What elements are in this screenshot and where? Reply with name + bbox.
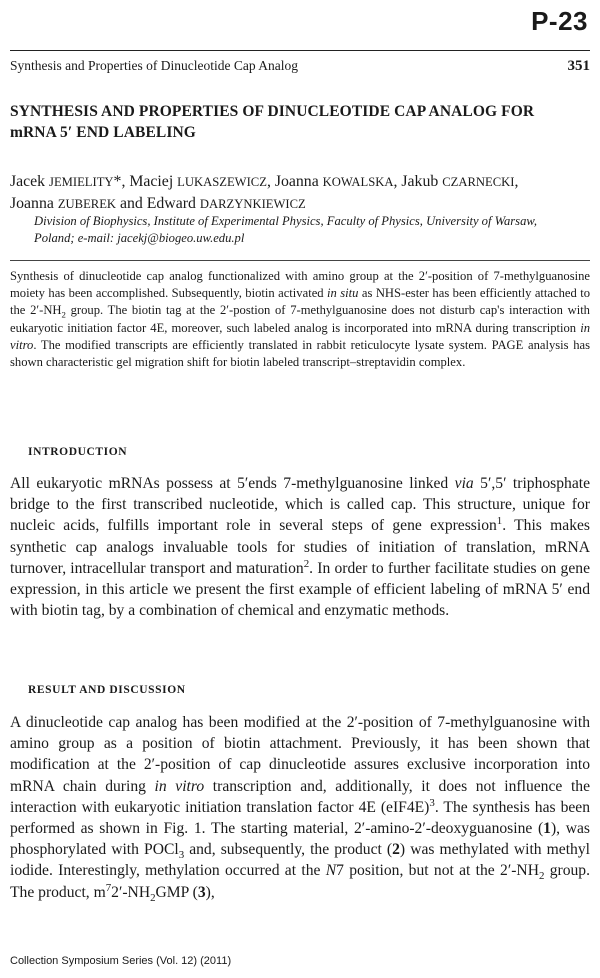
author-last-name: JEMIELITY — [49, 175, 114, 189]
page-code: P-23 — [531, 6, 588, 36]
title-line-2: mRNA 5′ END LABELING — [10, 124, 196, 141]
compound-number: 1 — [543, 820, 551, 838]
running-head — [10, 50, 590, 75]
author-last-name: DARZYNKIEWICZ — [199, 197, 306, 211]
author-last-name: LUKASZEWICZ — [177, 175, 267, 189]
running-head-title: Synthesis and Properties of Dinucleotide Cap Analog — [10, 58, 298, 73]
body-text: 7 position, but not at the 2′-NH — [336, 862, 539, 880]
superscript: 7 — [105, 881, 112, 894]
subscript: 3 — [178, 849, 185, 862]
author-list — [10, 171, 590, 215]
reference-mark: 1 — [496, 515, 503, 528]
subscript: 2 — [61, 309, 66, 320]
author-separator: , — [514, 173, 519, 190]
subscript: 2 — [538, 870, 545, 883]
paper-title — [10, 101, 590, 143]
body-text: . The synthesis has been performed as shown in Fig. 1. The starting material, 2′-amino-2′-deoxyguanosine ( — [10, 798, 591, 838]
body-text: 5′,5′ triphosphate bridge to the first transcribed nucleotide, which is called cap. This structure, unique for nucleic acids, fulfills important role in several steps of gene expression — [10, 475, 591, 535]
introduction-paragraph — [10, 473, 590, 621]
section-heading-introduction: INTRODUCTION — [28, 446, 128, 458]
body-text: ) was methylated with methyl iodide. Interestingly, methylation occurred at the — [10, 841, 590, 880]
reference-mark: 2 — [303, 557, 310, 570]
compound-number: 2 — [392, 841, 400, 859]
affiliation — [34, 213, 590, 247]
body-italic: via — [454, 475, 474, 492]
affiliation-line-2: Poland; e-mail: jacekj@biogeo.uw.edu.pl — [34, 231, 245, 245]
reference-mark: 3 — [429, 796, 435, 809]
author-last-name: CZARNECKI — [442, 175, 515, 189]
body-text: transcription and, additionally, it does not influence the interaction with eukaryotic initiation translation factor 4E (eIF4E) — [10, 777, 590, 816]
body-text: 2′-NH — [111, 883, 151, 901]
abstract-italic: in situ — [327, 286, 359, 301]
abstract-divider — [10, 260, 590, 261]
body-italic: N — [325, 862, 337, 880]
compound-number: 3 — [197, 883, 206, 901]
author-first-name: , Maciej — [121, 173, 178, 190]
body-text: All eukaryotic mRNAs possess at 5′ends 7-methylguanosine linked — [10, 475, 455, 492]
author-last-name: ZUBEREK — [57, 197, 117, 211]
abstract-text: group. The biotin tag at the 2′-postion of 7-methylguanosine does not disturb cap's interaction with eukaryotic initiation factor 4E, moreover, such labeled analog is incorporated into mRNA during transcription — [10, 303, 590, 335]
body-text: and, subsequently, the product ( — [184, 841, 393, 859]
body-text: A dinucleotide cap analog has been modified at the 2′-position of 7-methylguanosine with amino group as a position of biotin attachment. Previously, it has been shown that modification at the 2′-position of cap dinucleotide assures exclusive incorporation into mRNA chain during — [10, 714, 590, 795]
abstract-text: as NHS-ester has been efficiently attached to the 2′-NH — [10, 286, 591, 318]
page-number: 351 — [567, 58, 590, 74]
author-first-name: Jacek — [10, 173, 50, 190]
footer: Collection Symposium Series (Vol. 12) (2011) — [10, 955, 232, 967]
abstract — [10, 268, 590, 371]
title-line-1: SYNTHESIS AND PROPERTIES OF DINUCLEOTIDE CAP ANALOG FOR — [10, 103, 535, 120]
author-first-name: , Joanna — [266, 173, 323, 190]
body-text: . This makes synthetic cap analogs invaluable tools for studies of initiation of translation, mRNA turnover, intracellular transport and maturation — [10, 517, 590, 577]
affiliation-line-1: Division of Biophysics, Institute of Experimental Physics, Faculty of Physics, University of Warsaw, — [34, 214, 537, 228]
abstract-italic: in vitro — [10, 320, 590, 352]
body-italic: in vitro — [154, 777, 205, 795]
subscript: 2 — [150, 891, 156, 904]
body-text: group. The product, m — [10, 862, 590, 901]
result-paragraph — [10, 712, 590, 903]
body-text: ), — [205, 883, 215, 901]
body-text: GMP ( — [155, 883, 198, 901]
author-first-name: Joanna — [10, 195, 58, 212]
corresponding-mark: * — [113, 173, 122, 190]
abstract-text: Synthesis of dinucleotide cap analog functionalized with amino group at the 2′-position of 7-methylguanosine moiety has been accomplished. Subsequently, biotin activated — [10, 269, 590, 301]
body-text: ), was phosphorylated with POCl — [10, 820, 590, 859]
author-first-name: and Edward — [116, 195, 200, 212]
abstract-text: . The modified transcripts are efficiently translated in rabbit reticulocyte lysate system. PAGE analysis has shown characteristic gel migration shift for biotin labeled transcript–streptavidin complex. — [10, 337, 590, 370]
body-text: . In order to further facilitate studies on gene expression, in this article we present the first example of efficient labeling of mRNA 5′ end with biotin tag, by a combination of chemical and enzymatic methods. — [10, 559, 590, 620]
author-last-name: KOWALSKA — [322, 175, 394, 189]
author-first-name: , Jakub — [393, 173, 443, 190]
section-heading-result: RESULT AND DISCUSSION — [28, 684, 186, 696]
